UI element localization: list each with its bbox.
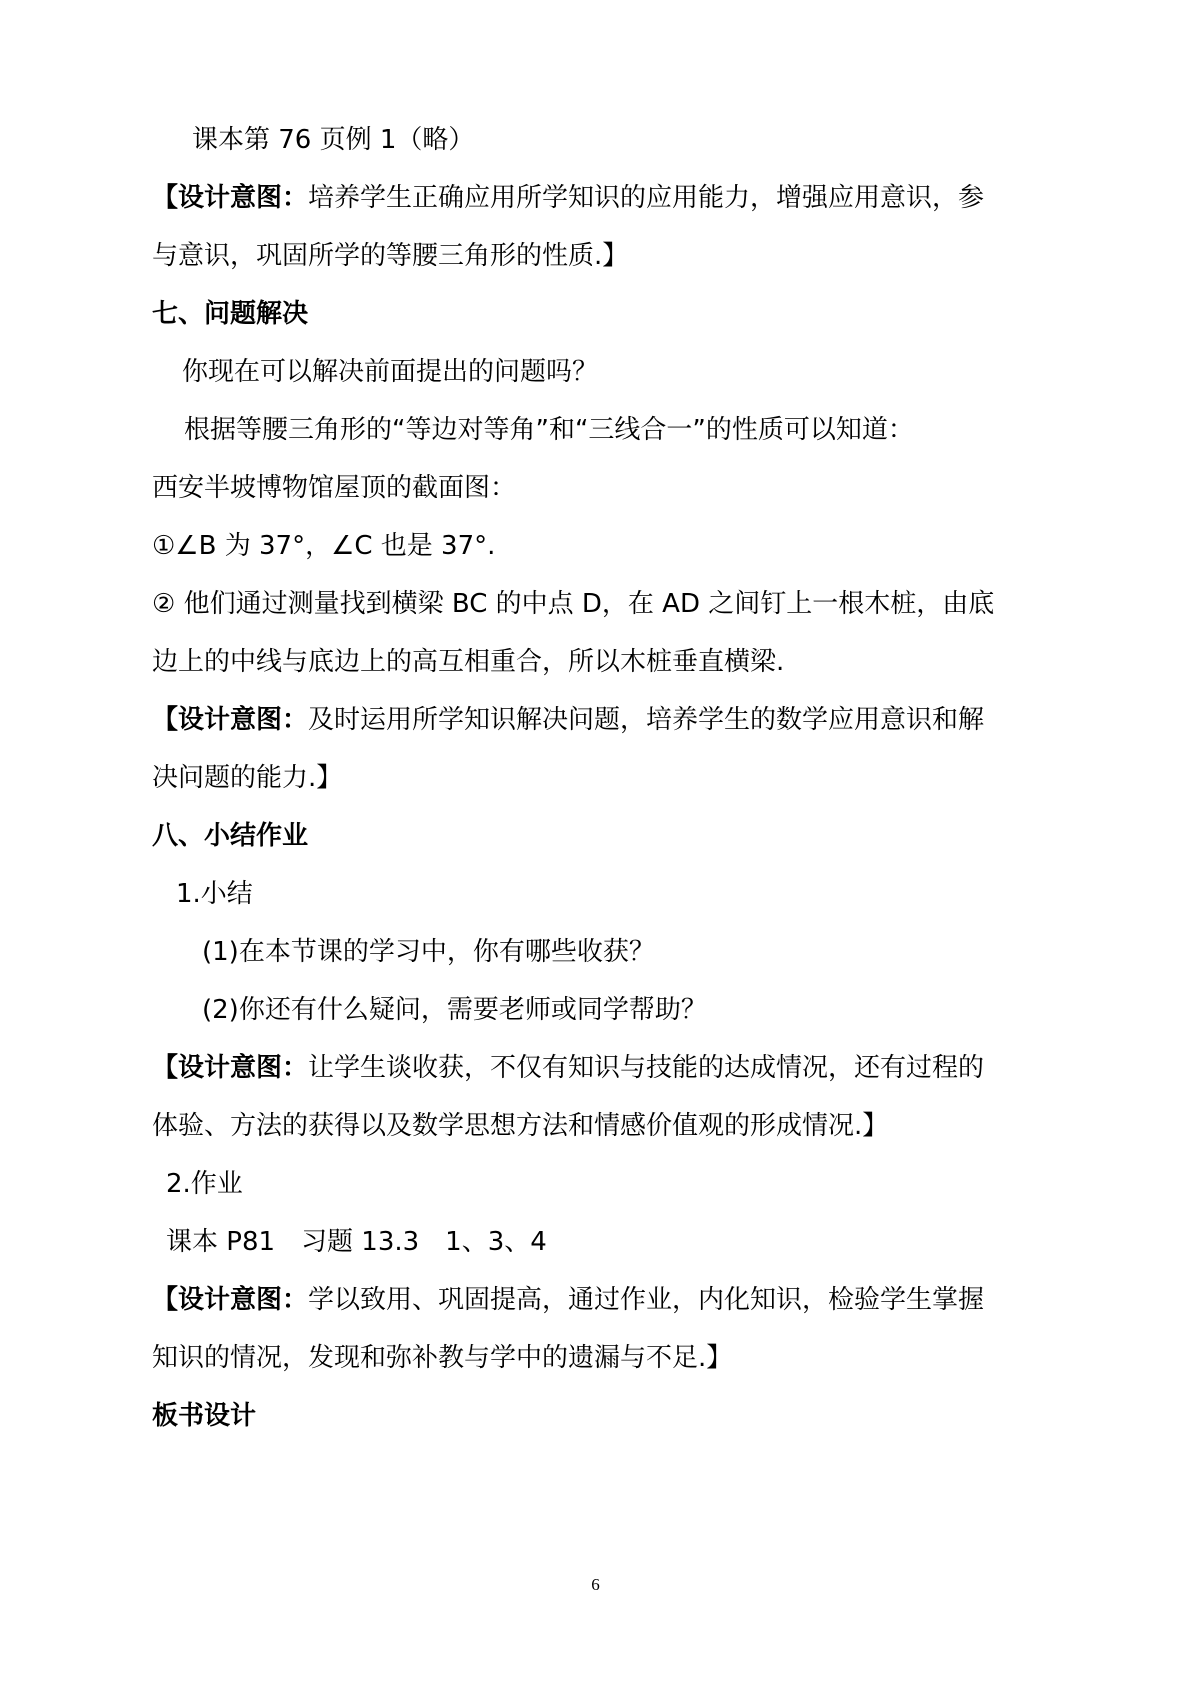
design-intent-text: 培养学生正确应用所学知识的应用能力，增强应用意识，参 (308, 183, 985, 213)
design-intent-3 (152, 1048, 984, 1088)
design-intent-label: 【设计意图： (152, 705, 309, 735)
page-number: 6 (591, 1575, 600, 1594)
section-heading-summary-homework: 八、小结作业 (152, 821, 309, 851)
textbook-example-reference: 课本第 76 页例 1（略） (192, 125, 475, 155)
problem-basis-continued: 西安半坡博物馆屋顶的截面图： (152, 473, 517, 503)
answer-2: ② 他们通过测量找到横梁 BC 的中点 D，在 AD 之间钉上一根木桩，由底 (152, 589, 995, 619)
design-intent-2-continued: 决问题的能力.】 (152, 763, 343, 793)
design-intent-text: 学以致用、巩固提高，通过作业，内化知识，检验学生掌握 (308, 1285, 985, 1315)
design-intent-label: 【设计意图： (152, 1053, 309, 1083)
design-intent-1 (152, 178, 984, 218)
design-intent-label: 【设计意图： (152, 183, 309, 213)
answer-2-continued: 边上的中线与底边上的高互相重合，所以木桩垂直横梁. (152, 647, 785, 677)
problem-basis: 根据等腰三角形的“等边对等角”和“三线合一”的性质可以知道： (184, 415, 914, 445)
summary-question-2: (2)你还有什么疑问，需要老师或同学帮助？ (202, 995, 707, 1025)
problem-intro: 你现在可以解决前面提出的问题吗？ (182, 357, 599, 387)
design-intent-label: 【设计意图： (152, 1285, 309, 1315)
design-intent-text: 及时运用所学知识解决问题，培养学生的数学应用意识和解 (308, 705, 985, 735)
summary-title: 1.小结 (176, 879, 253, 909)
design-intent-4 (152, 1280, 984, 1320)
homework-title: 2.作业 (166, 1169, 243, 1199)
section-heading-problem-solving: 七、问题解决 (152, 299, 309, 329)
design-intent-2 (152, 700, 984, 740)
answer-1: ①∠B 为 37°，∠C 也是 37°. (152, 531, 496, 561)
design-intent-4-continued: 知识的情况，发现和弥补教与学中的遗漏与不足.】 (152, 1343, 733, 1373)
design-intent-1-continued: 与意识，巩固所学的等腰三角形的性质.】 (152, 241, 629, 271)
design-intent-text: 让学生谈收获，不仅有知识与技能的达成情况，还有过程的 (308, 1053, 985, 1083)
board-design-heading: 板书设计 (152, 1401, 257, 1431)
design-intent-3-continued: 体验、方法的获得以及数学思想方法和情感价值观的形成情况.】 (152, 1111, 889, 1141)
summary-question-1: (1)在本节课的学习中，你有哪些收获？ (202, 937, 655, 967)
homework-item: 课本 P81 习题 13.3 1、3、4 (166, 1227, 547, 1257)
